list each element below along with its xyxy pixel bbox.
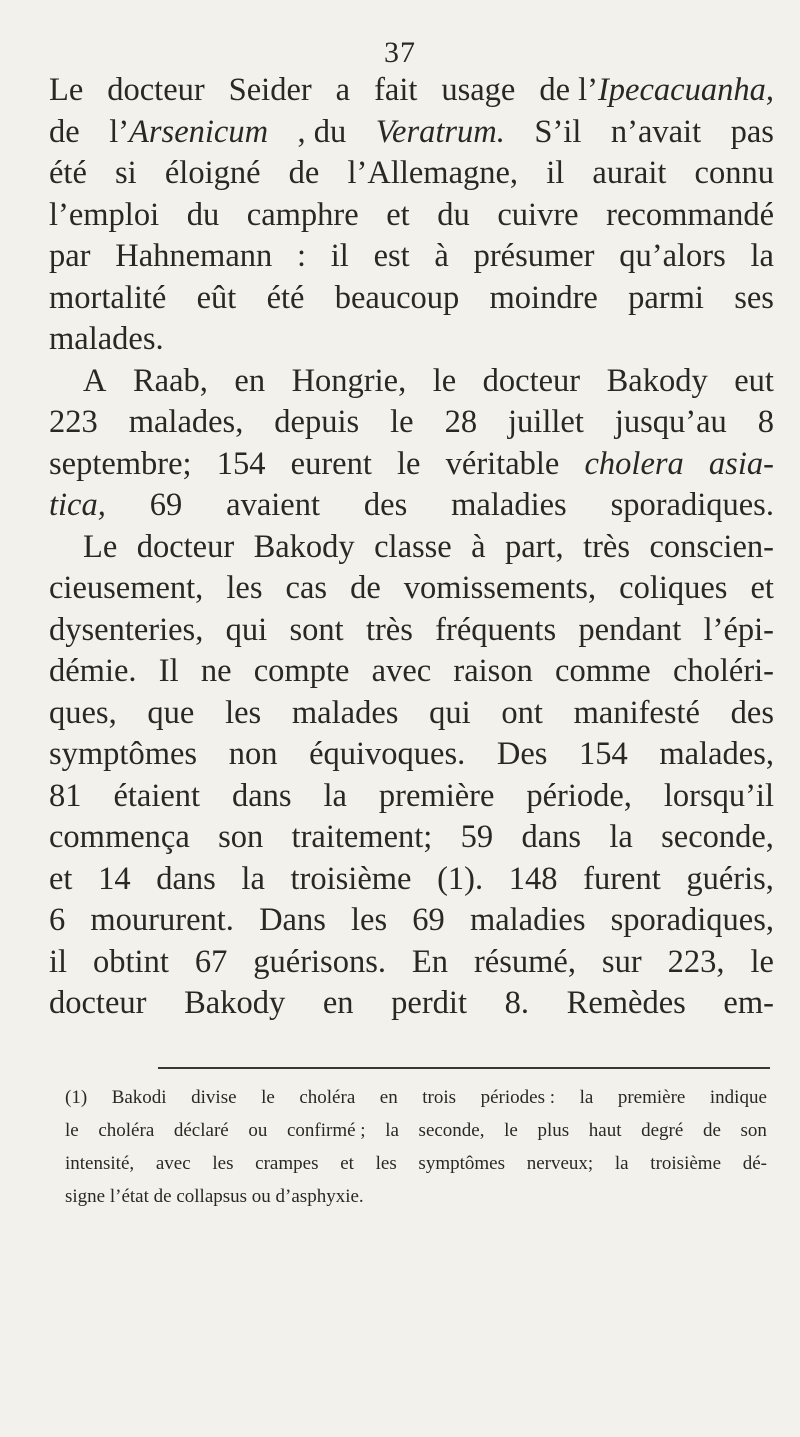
footnote-reference: (1). <box>437 860 484 897</box>
word: des <box>363 487 408 523</box>
word: que <box>147 694 195 731</box>
word: sur <box>601 943 642 980</box>
text-line <box>49 651 774 693</box>
word: juillet <box>508 404 584 440</box>
word: la <box>323 777 347 814</box>
word: malades, <box>659 736 774 772</box>
word: et <box>750 570 774 606</box>
word: 69 <box>412 902 445 938</box>
word: première <box>378 777 495 814</box>
word: conscien- <box>649 528 774 565</box>
word: avaient <box>226 487 321 523</box>
word: étaient <box>113 777 201 814</box>
word: em- <box>723 985 774 1021</box>
word: ses <box>734 279 774 316</box>
word: Hahnemann <box>115 238 273 274</box>
word: choléra <box>98 1120 155 1141</box>
word: cas <box>285 570 328 606</box>
text-line <box>49 319 774 361</box>
word: ont <box>501 694 543 731</box>
word: plus <box>537 1120 570 1141</box>
word: et <box>386 196 410 233</box>
word: de l’ <box>539 72 598 108</box>
word: Remèdes <box>566 985 686 1021</box>
word: 223, <box>667 943 725 980</box>
word: l’Allemagne, <box>347 155 519 191</box>
word: est <box>373 238 410 274</box>
word: qu’alors <box>619 238 726 274</box>
text-line <box>49 942 774 984</box>
word: cieusement, <box>49 570 204 606</box>
word: part, <box>505 528 564 565</box>
text-line <box>49 153 774 195</box>
word: seconde, <box>661 819 774 855</box>
word: équivoques. <box>309 736 466 772</box>
word: 154 <box>579 736 628 772</box>
word: dans <box>521 819 582 855</box>
word: première <box>617 1087 686 1108</box>
word: l’ <box>109 113 130 150</box>
word: fréquents <box>435 611 557 648</box>
word: périodes : <box>480 1087 556 1108</box>
word: indique <box>709 1087 767 1108</box>
word: , du <box>297 113 347 150</box>
word: les <box>351 902 388 938</box>
word: l’épi- <box>703 611 774 648</box>
page-number: 37 <box>384 36 416 69</box>
word: par <box>49 238 91 274</box>
word: sporadiques. <box>610 487 774 523</box>
word: fait <box>374 72 418 108</box>
word: Raab, <box>132 362 208 399</box>
word: 28 <box>444 404 478 440</box>
word-group <box>539 70 774 112</box>
word: d’asphyxie. <box>275 1186 364 1207</box>
word: 67 <box>194 943 228 980</box>
word: troisième <box>290 860 412 897</box>
word: Le <box>49 72 84 108</box>
footnote-marker: (1) <box>65 1087 88 1108</box>
word: les <box>226 570 263 606</box>
word: du <box>437 196 470 233</box>
word: 59 <box>460 819 494 855</box>
word: degré <box>641 1120 684 1141</box>
word: raison <box>453 653 533 689</box>
word: dysenteries, <box>49 611 204 648</box>
word: trois <box>422 1087 457 1108</box>
footnote-line <box>65 1081 767 1114</box>
word: choléra <box>299 1087 356 1108</box>
word: de <box>153 1186 172 1207</box>
word: à <box>434 238 449 274</box>
word: classe <box>374 528 452 565</box>
text-line <box>49 278 774 320</box>
footnote-line <box>65 1147 767 1180</box>
word: 223 <box>49 404 98 440</box>
word: le <box>261 1087 275 1108</box>
word: symptômes <box>418 1153 505 1174</box>
word: symptômes <box>49 736 198 772</box>
text-line <box>49 444 774 486</box>
word: Le <box>83 528 118 565</box>
word: les <box>212 1153 234 1174</box>
body-text <box>49 70 774 1025</box>
footnote-line <box>65 1180 767 1213</box>
word: dans <box>232 777 292 814</box>
word: le <box>504 1120 518 1141</box>
word: septembre; <box>49 445 192 482</box>
word: S’il <box>534 113 582 150</box>
word: la <box>750 238 774 274</box>
word: des <box>730 694 774 731</box>
word: très <box>365 611 413 648</box>
word: commença <box>49 819 190 855</box>
word: Des <box>496 736 548 772</box>
word: de <box>288 155 320 191</box>
word: En <box>411 943 449 980</box>
text-line <box>49 112 774 154</box>
paragraph-3 <box>49 527 774 1025</box>
word: camphre <box>246 196 359 233</box>
word: eût <box>196 279 237 316</box>
word: l’emploi <box>49 196 160 233</box>
text-line <box>49 485 774 527</box>
word: Bakody <box>606 362 708 399</box>
word: le <box>432 362 457 399</box>
word: 6 <box>49 902 66 938</box>
text-line <box>49 693 774 735</box>
word: pas <box>730 113 774 150</box>
word: 154 <box>216 445 266 482</box>
word: docteur <box>107 72 205 108</box>
word: parmi <box>628 279 704 316</box>
word: eut <box>734 362 774 399</box>
word: la <box>241 860 265 897</box>
footnote <box>65 1081 767 1213</box>
word: son <box>218 819 264 855</box>
word: malades <box>291 694 399 731</box>
word: non <box>228 736 278 772</box>
text-line <box>49 361 774 403</box>
word: les <box>225 694 262 731</box>
word: présumer <box>473 238 595 274</box>
word: n’avait <box>610 113 702 150</box>
italic-word: asia- <box>708 445 774 482</box>
word: éloigné <box>164 155 261 191</box>
word: aurait <box>592 155 667 191</box>
word: les <box>375 1153 397 1174</box>
word: divise <box>191 1087 237 1108</box>
word: le <box>750 943 774 980</box>
word: pendant <box>578 611 682 648</box>
italic-word: Arsenicum <box>129 113 269 150</box>
word: maladies <box>469 902 586 938</box>
word: moindre <box>489 279 598 316</box>
word: dé- <box>742 1153 767 1174</box>
word: avec <box>155 1153 191 1174</box>
word: : <box>297 238 307 274</box>
word: seconde, <box>418 1120 485 1141</box>
word: et <box>49 860 73 897</box>
text-line <box>49 568 774 610</box>
word: ou <box>251 1186 271 1207</box>
word: manifesté <box>573 694 700 731</box>
word: docteur <box>482 362 581 399</box>
word: confirmé ; <box>286 1120 366 1141</box>
word: véritable <box>445 445 560 482</box>
word: période, <box>526 777 632 814</box>
text-line <box>49 402 774 444</box>
word: Hongrie, <box>291 362 407 399</box>
footnote-line <box>65 1114 767 1147</box>
word: traitement; <box>291 819 433 855</box>
word: du <box>186 196 220 233</box>
word: A <box>83 362 107 399</box>
word: son <box>740 1120 767 1141</box>
word: mortalité <box>49 279 167 316</box>
word: il <box>546 155 565 191</box>
text-line <box>49 195 774 237</box>
text-line <box>49 983 774 1025</box>
word: perdit <box>391 985 467 1021</box>
italic-word: tica, <box>49 487 106 523</box>
word: et <box>340 1153 354 1174</box>
word: été <box>49 155 87 191</box>
word: nerveux; <box>526 1153 594 1174</box>
word: obtint <box>93 943 169 980</box>
word: le <box>390 404 414 440</box>
word: compte <box>253 653 350 689</box>
word: usage <box>441 72 516 108</box>
word: très <box>583 528 631 565</box>
paragraph-1 <box>49 70 774 361</box>
italic-word: Veratrum. <box>375 113 505 150</box>
word: guéris, <box>686 860 774 897</box>
word: malades, <box>128 404 244 440</box>
word: l’état <box>109 1186 149 1207</box>
word: intensité, <box>65 1153 135 1174</box>
text-line <box>49 236 774 278</box>
word: 14 <box>98 860 131 897</box>
text-line <box>49 734 774 776</box>
word: de <box>49 113 80 150</box>
word: jusqu’au <box>614 404 727 440</box>
word-group <box>109 112 268 154</box>
word: troisième <box>650 1153 721 1174</box>
word: a <box>335 72 351 108</box>
word: guérisons. <box>253 943 386 980</box>
word: connu <box>694 155 774 191</box>
word: 148 <box>508 860 558 897</box>
word: Dans <box>259 902 326 938</box>
paragraph-2 <box>49 361 774 527</box>
word: Bakody <box>253 528 355 565</box>
word: qui <box>225 611 268 648</box>
word: choléri- <box>672 653 774 689</box>
word: malades. <box>49 321 164 357</box>
text-line <box>49 776 774 818</box>
word: comme <box>555 653 651 689</box>
word: Il <box>158 653 179 689</box>
word: la <box>579 1087 594 1108</box>
word: docteur <box>136 528 235 565</box>
text-line <box>49 610 774 652</box>
word: déclaré <box>173 1120 229 1141</box>
word: la <box>609 819 633 855</box>
word: moururent. <box>90 902 234 938</box>
word: depuis <box>274 404 360 440</box>
word: si <box>115 155 137 191</box>
word: haut <box>588 1120 622 1141</box>
text-line <box>49 859 774 901</box>
word: en <box>379 1087 398 1108</box>
word: docteur <box>49 985 147 1021</box>
word: recommandé <box>606 196 774 233</box>
word: 8. <box>504 985 529 1021</box>
word: Bakodi <box>111 1087 167 1108</box>
word: ou <box>248 1120 268 1141</box>
word: été <box>266 279 305 316</box>
word: la <box>385 1120 399 1141</box>
word: il <box>49 943 68 980</box>
word: démie. <box>49 653 137 689</box>
word: signe <box>65 1186 106 1207</box>
word: lorsqu’il <box>663 777 774 814</box>
word: maladies <box>451 487 567 523</box>
word: ques, <box>49 694 117 731</box>
word: la <box>614 1153 629 1174</box>
word: 8 <box>757 404 774 440</box>
word: 69 <box>149 487 183 523</box>
word: le <box>65 1120 79 1141</box>
word: à <box>471 528 486 565</box>
word: dans <box>156 860 216 897</box>
text-line <box>49 70 774 112</box>
word: coliques <box>619 570 728 606</box>
italic-word: Ipecacuanha, <box>597 72 774 108</box>
word: sont <box>289 611 344 648</box>
word: cuivre <box>497 196 579 233</box>
word: avec <box>371 653 432 689</box>
word: beaucoup <box>334 279 460 316</box>
word: ne <box>200 653 232 689</box>
word: Bakody <box>184 985 286 1021</box>
word: en <box>322 985 354 1021</box>
text-line <box>49 817 774 859</box>
word: eurent <box>290 445 372 482</box>
word: sporadiques, <box>610 902 774 938</box>
word: résumé, <box>473 943 576 980</box>
word: de <box>702 1120 721 1141</box>
word: qui <box>429 694 471 731</box>
word: furent <box>583 860 661 897</box>
word: 81 <box>49 777 82 814</box>
word: collapsus <box>176 1186 248 1207</box>
word: vomissements, <box>403 570 597 606</box>
word: crampes <box>255 1153 319 1174</box>
word: le <box>397 445 421 482</box>
word: Seider <box>228 72 312 108</box>
italic-word: cholera <box>584 445 684 482</box>
word: il <box>330 238 349 274</box>
word: en <box>234 362 266 399</box>
text-line <box>49 527 774 569</box>
text-line <box>49 900 774 942</box>
word: de <box>350 570 381 606</box>
footnote-separator-rule <box>158 1067 770 1069</box>
